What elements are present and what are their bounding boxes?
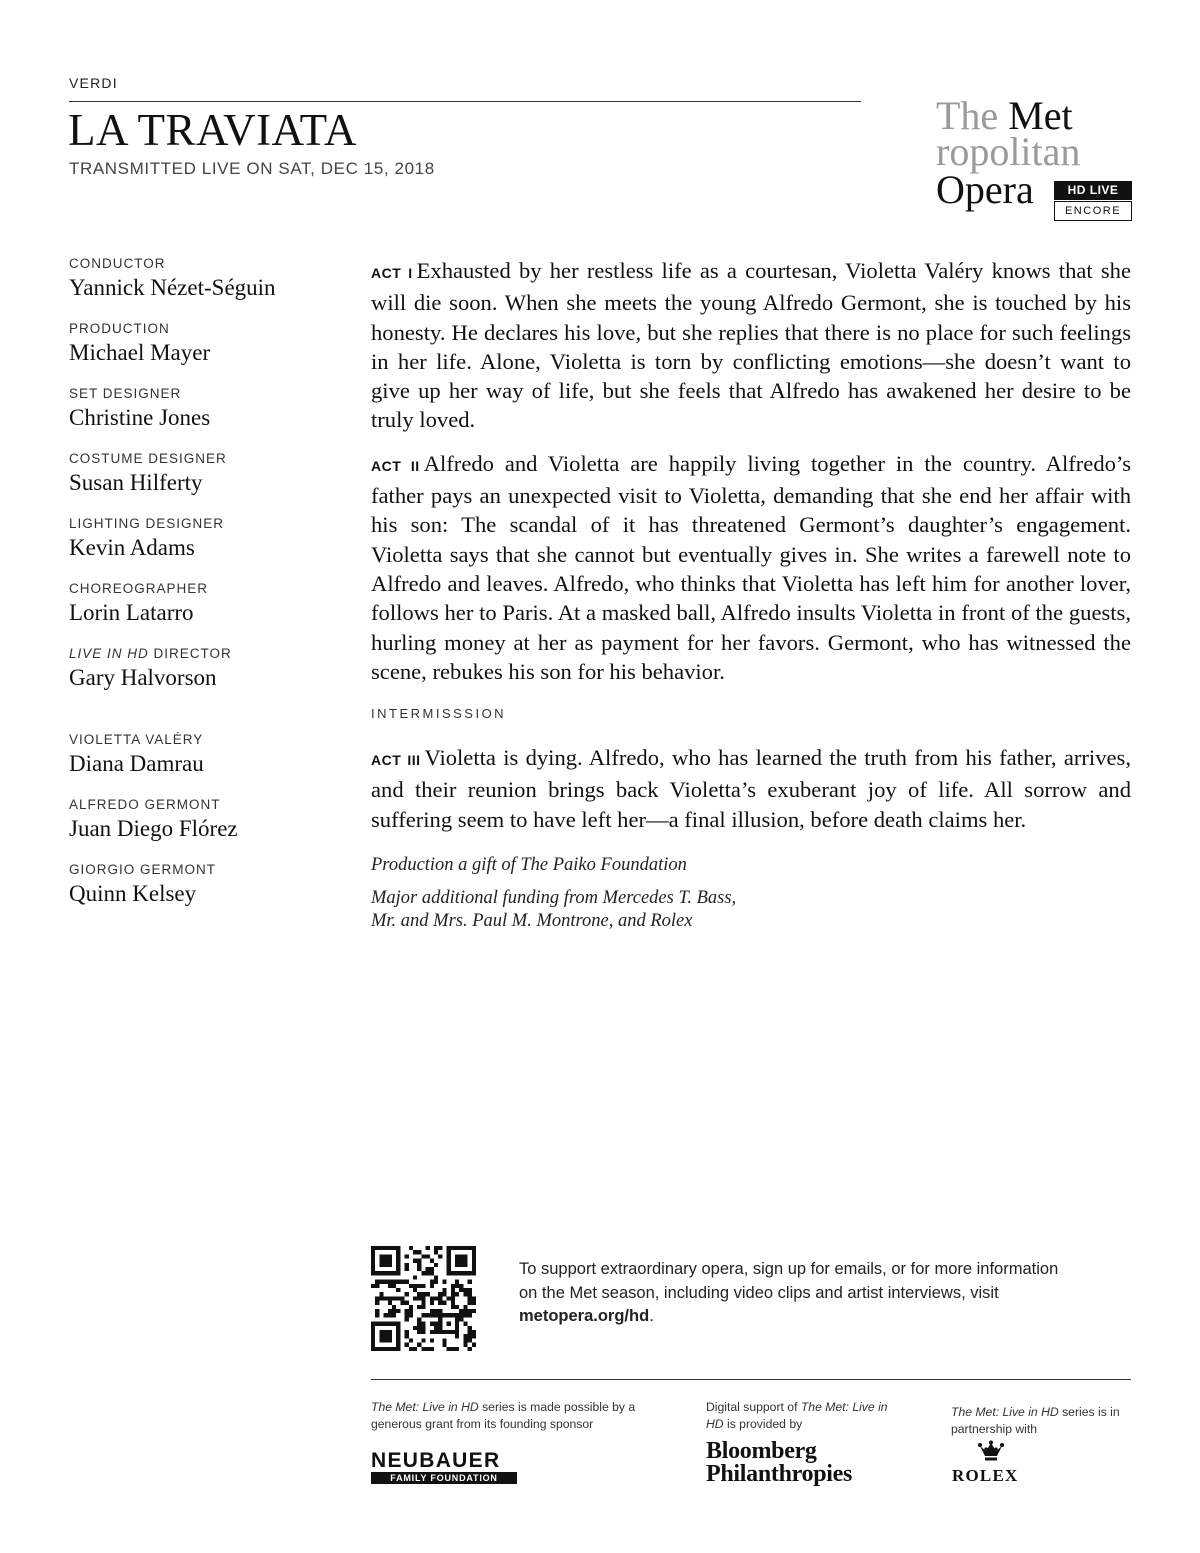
logo-met: Met: [1008, 93, 1073, 138]
neubauer-name: NEUBAUER: [371, 1449, 501, 1472]
credit-name: Michael Mayer: [69, 340, 211, 365]
act-3-text: Violetta is dying. Alfredo, who has learned the truth from his father, arrives, and their reunion brings back Violetta’s exuberant joy of life. All sorrow and suffering seem to have left her—a final illusion, before death claims her.: [371, 745, 1131, 832]
neubauer-logo: [371, 1451, 517, 1484]
sponsor-partner-text: [951, 1404, 1141, 1437]
credit-role: PRODUCTION: [69, 321, 170, 336]
credit-role: CHOREOGRAPHER: [69, 581, 209, 596]
credit-choreographer: [69, 581, 339, 627]
rolex-logo: [952, 1440, 1032, 1485]
credit-role: [69, 646, 339, 662]
credit-name: Yannick Nézet-Séguin: [69, 275, 276, 300]
support-text: [519, 1258, 1059, 1329]
support-body: To support extraordinary opera, sign up for emails, or for more information on the Met season, including video clips and artist interviews, visit: [519, 1260, 1059, 1302]
credit-lighting-designer: [69, 516, 339, 562]
credit-hd-director: [69, 646, 339, 692]
funding-line-1: Major additional funding from Mercedes T. Bass,: [371, 888, 737, 909]
cast-role: GIORGIO GERMONT: [69, 862, 217, 877]
rolex-crown-icon: [978, 1440, 1004, 1462]
footer-divider: [371, 1379, 1131, 1380]
met-opera-logo: [936, 92, 1136, 222]
credit-role: SET DESIGNER: [69, 386, 182, 401]
act-2-text: Alfredo and Violetta are happily living together in the country. Alfredo’s father pays an unexpected visit to Violetta, demanding that she end her affair with his son: The scandal of it has threatened Germont’s daughter’s engagement. Violetta says that she cannot but eventually gives in. She writes a farewell note to Alfredo and leaves. Alfredo, who thinks that Violetta has left him for another lover, follows her to Paris. At a masked ball, Alfredo insults Violetta in front of the guests, hurling money at her as payment for her favors. Germont, who has witnessed the scene, rebukes his son for his behavior.: [371, 450, 1131, 684]
transmission-date: TRANSMITTED LIVE ON SAT, DEC 15, 2018: [69, 159, 435, 178]
sponsor-series-name: The Met: Live in HD: [371, 1400, 479, 1414]
credit-role: CONDUCTOR: [69, 256, 166, 271]
credit-name: Lorin Latarro: [69, 600, 194, 625]
credit-name: Christine Jones: [69, 405, 211, 430]
act-2-label: ACT II: [371, 457, 420, 474]
bloomberg-line-1: Bloomberg: [706, 1438, 817, 1464]
sponsor-partner-body: series is in partnership with: [951, 1405, 1120, 1436]
hd-live-badge: HD LIVE: [1054, 181, 1132, 200]
cast-name: Juan Diego Flórez: [69, 816, 238, 841]
act-1-paragraph: [371, 256, 1131, 435]
sponsor-founding-text: [371, 1399, 671, 1432]
cast-giorgio: [69, 862, 339, 908]
sponsor-digital-text: [706, 1399, 906, 1432]
cast-violetta: [69, 732, 339, 778]
act-3-label: ACT III: [371, 752, 421, 769]
bloomberg-line-2: Philanthropies: [706, 1461, 853, 1487]
funding-line-2: Mr. and Mrs. Paul M. Montrone, and Rolex: [371, 911, 693, 932]
credit-role-italic: LIVE IN HD: [69, 646, 149, 661]
credit-name: Susan Hilferty: [69, 470, 203, 495]
credits-column: [69, 256, 339, 927]
support-end: .: [649, 1307, 654, 1325]
act-1-label: ACT I: [371, 265, 413, 281]
sponsor-digital-prefix: Digital support of: [706, 1400, 801, 1414]
rolex-name: ROLEX: [952, 1466, 1019, 1485]
credit-name: Kevin Adams: [69, 535, 195, 560]
opera-title: LA TRAVIATA: [68, 105, 358, 155]
support-link[interactable]: metopera.org/hd: [519, 1307, 650, 1325]
credit-costume-designer: [69, 451, 339, 497]
cast-name: Quinn Kelsey: [69, 881, 197, 906]
credit-set-designer: [69, 386, 339, 432]
funding-note: [371, 887, 1131, 933]
cast-role: ALFREDO GERMONT: [69, 797, 221, 812]
sponsor-founding-body: series is made possible by a generous grant from its founding sponsor: [371, 1400, 636, 1431]
synopsis: [371, 256, 1131, 943]
act-1-text: Exhausted by her restless life as a courtesan, Violetta Valéry knows that she will die soon. When she meets the young Alfredo Germont, she is touched by his honesty. He declares his love, but she replies that there is no place for such feelings in her life. Alone, Violetta is torn by conflicting emotions—she doesn’t want to give up her way of life, but she feels that Alfredo has awakened her desire to be truly loved.: [371, 258, 1131, 433]
production-gift-note: Production a gift of The Paiko Foundation: [371, 855, 687, 876]
cast-alfredo: [69, 797, 339, 843]
credit-name: Gary Halvorson: [69, 665, 217, 690]
sponsor-series-name: The Met: Live in HD: [951, 1405, 1059, 1419]
neubauer-subtitle: FAMILY FOUNDATION: [371, 1472, 517, 1484]
bloomberg-logo: [706, 1440, 852, 1486]
credit-role: LIGHTING DESIGNER: [69, 516, 225, 531]
qr-code-graphic: [371, 1246, 476, 1351]
credit-role-text: DIRECTOR: [153, 646, 232, 661]
logo-the: The: [936, 93, 999, 138]
logo-opera: Opera: [936, 167, 1034, 212]
qr-code[interactable]: [371, 1246, 476, 1351]
header-divider: [69, 101, 861, 102]
credit-conductor: [69, 256, 339, 302]
intermission-label: INTERMISSSION: [371, 706, 507, 722]
credit-role: COSTUME DESIGNER: [69, 451, 227, 466]
sponsor-digital-body: is provided by: [723, 1416, 803, 1431]
sponsor-series-name: The Met: Live in HD: [706, 1400, 888, 1431]
composer-name: VERDI: [69, 75, 118, 91]
credit-production: [69, 321, 339, 367]
act-2-paragraph: [371, 449, 1131, 686]
cast-name: Diana Damrau: [69, 751, 204, 776]
act-3-paragraph: [371, 743, 1131, 834]
cast-role: VIOLETTA VALÉRY: [69, 732, 204, 747]
encore-badge: ENCORE: [1054, 201, 1132, 221]
logo-ropolitan: ropolitan: [936, 129, 1081, 174]
